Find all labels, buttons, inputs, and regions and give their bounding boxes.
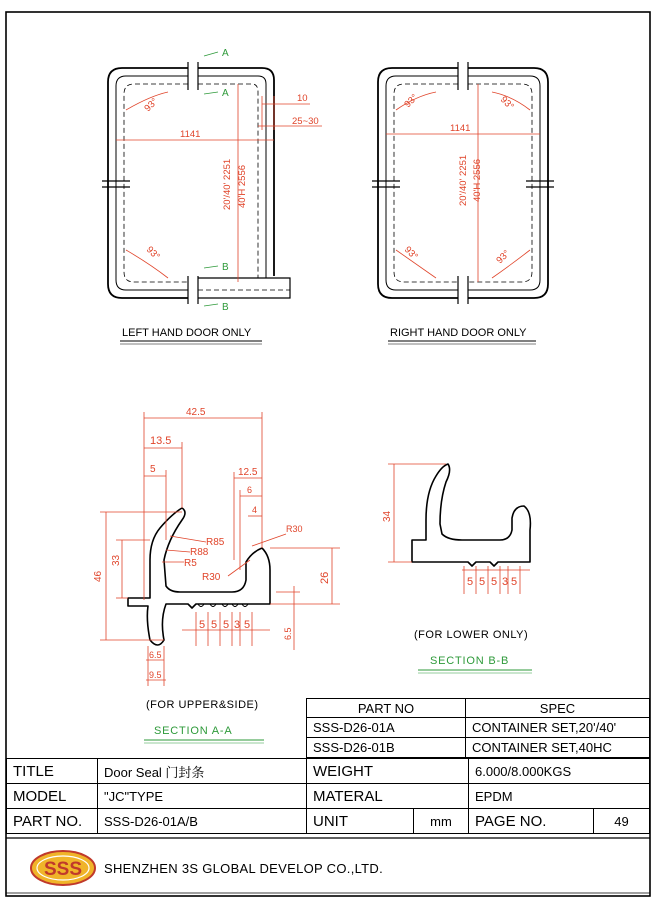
page-value: 49	[594, 809, 650, 834]
material-value: EPDM	[469, 784, 650, 809]
spec-header: SPEC	[466, 699, 650, 718]
groove-bb-1: 5	[479, 576, 486, 588]
left-section-b: B	[222, 262, 229, 273]
title-value: Door Seal 门封条	[98, 759, 307, 784]
partno-value: SSS-D26-01A/B	[98, 809, 307, 834]
section-aa-label: SECTION A-A	[154, 725, 233, 737]
left-section-b-bottom: B	[222, 302, 229, 313]
left-dim-height-hc: 40'H 2556	[237, 164, 248, 208]
left-section-a: A	[222, 88, 229, 99]
left-angle-bottom: 93°	[143, 244, 162, 263]
part-row-1: SSS-D26-01B	[307, 738, 466, 758]
material-label: MATERAL	[307, 784, 469, 809]
weight-label: WEIGHT	[307, 759, 469, 784]
left-section-a-top: A	[222, 48, 229, 59]
groove-aa-4: 5	[244, 619, 251, 631]
dim-9-5: 9.5	[149, 670, 162, 680]
left-dim-25-30: 25~30	[292, 116, 319, 127]
part-row-0: SSS-D26-01A	[307, 718, 466, 738]
model-label: MODEL	[7, 784, 98, 809]
dim-42-5: 42.5	[186, 407, 206, 418]
right-dim-height-hc: 40'H 2556	[472, 158, 483, 202]
title-block	[6, 758, 650, 834]
right-angle-br: 93°	[494, 248, 513, 267]
groove-bb-0: 5	[467, 576, 474, 588]
partno-label: PART NO.	[7, 809, 98, 834]
unit-label: UNIT	[307, 809, 414, 834]
groove-bb-4: 5	[511, 576, 518, 588]
right-dim-height: 20'/40' 2251	[458, 154, 469, 206]
dim-4: 4	[252, 505, 258, 515]
radius-r5: R5	[184, 558, 197, 569]
weight-value: 6.000/8.000KGS	[469, 759, 650, 784]
groove-aa-3: 3	[234, 619, 241, 631]
title-label: TITLE	[7, 759, 98, 784]
model-value: "JC"TYPE	[98, 784, 307, 809]
dim-33: 33	[111, 554, 122, 566]
unit-value: mm	[414, 809, 469, 834]
groove-aa-1: 5	[211, 619, 218, 631]
company-logo	[28, 848, 98, 888]
spec-row-1: CONTAINER SET,40HC	[466, 738, 650, 758]
right-angle-bl: 93°	[401, 244, 420, 263]
logo-text: SSS	[43, 859, 83, 880]
radius-r85: R85	[206, 537, 225, 548]
left-angle-top: 93°	[142, 96, 161, 115]
section-aa-note: (FOR UPPER&SIDE)	[146, 699, 259, 711]
spec-row-0: CONTAINER SET,20'/40'	[466, 718, 650, 738]
company-name: SHENZHEN 3S GLOBAL DEVELOP CO.,LTD.	[104, 861, 384, 876]
section-aa-dimensions	[100, 412, 340, 686]
radius-r30-b: R30	[286, 524, 303, 534]
left-door-caption: LEFT HAND DOOR ONLY	[122, 327, 252, 339]
dim-26: 26	[319, 571, 331, 584]
left-dim-height: 20'/40' 2251	[222, 158, 233, 210]
section-bb-profile	[412, 464, 530, 566]
radius-r88: R88	[190, 547, 209, 558]
page-label: PAGE NO.	[469, 809, 594, 834]
dim-13-5: 13.5	[150, 435, 172, 447]
right-door-caption: RIGHT HAND DOOR ONLY	[390, 327, 527, 339]
section-bb-note: (FOR LOWER ONLY)	[414, 629, 529, 641]
right-dim-width: 1141	[450, 123, 471, 134]
left-dim-10: 10	[297, 93, 308, 104]
groove-bb-3: 3	[502, 576, 509, 588]
dim-12-5: 12.5	[238, 467, 258, 478]
left-dim-width: 1141	[180, 129, 201, 140]
dim-46: 46	[93, 570, 104, 582]
radius-r30-a: R30	[202, 572, 221, 583]
right-angle-tr: 93°	[497, 94, 516, 113]
part-spec-table	[306, 698, 650, 758]
part-no-header: PART NO	[307, 699, 466, 718]
dim-6: 6	[247, 485, 253, 495]
dim-5: 5	[150, 464, 156, 475]
dim-6-5-bottom: 6.5	[149, 650, 162, 660]
section-bb-label: SECTION B-B	[430, 655, 510, 667]
groove-aa-0: 5	[199, 619, 206, 631]
groove-bb-2: 5	[491, 576, 498, 588]
section-bb-dimensions	[388, 464, 530, 594]
right-angle-tl: 93°	[402, 92, 421, 111]
groove-aa-2: 5	[223, 619, 230, 631]
dim-34: 34	[382, 510, 393, 522]
dim-6-5-right: 6.5	[283, 627, 293, 640]
